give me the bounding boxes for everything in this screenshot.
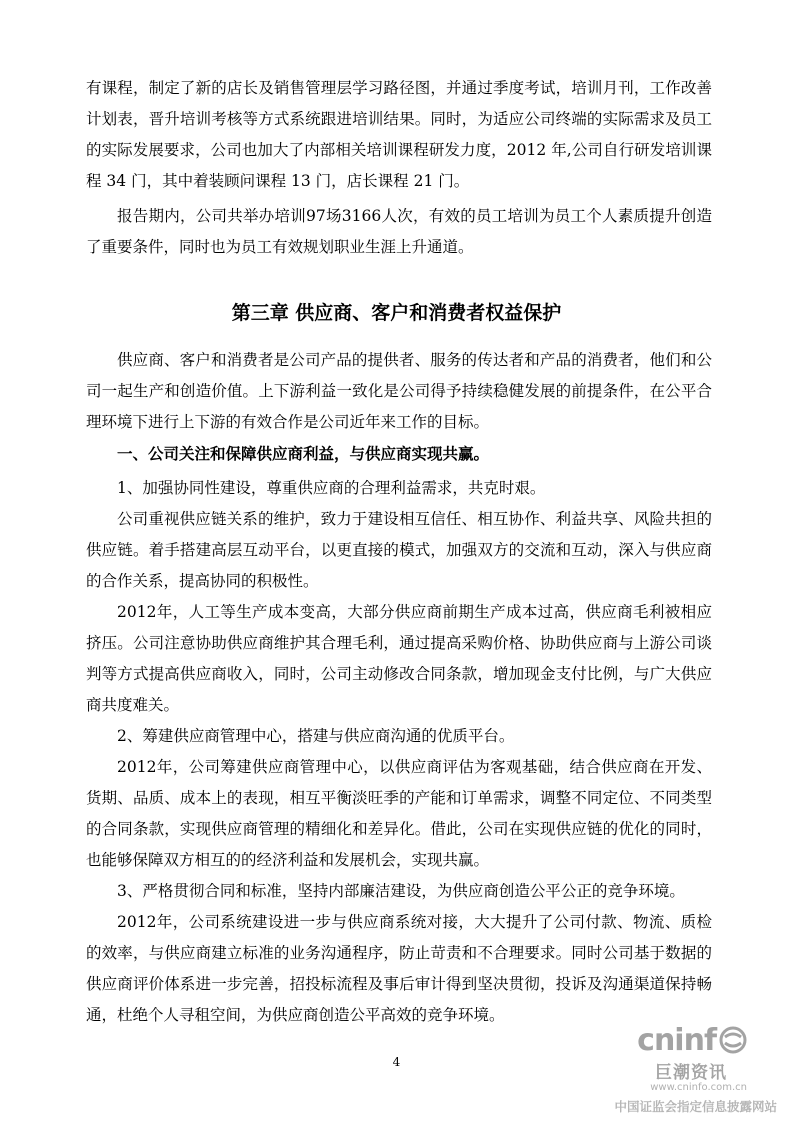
subheading-collaboration: 1、加强协同性建设，尊重供应商的合理利益需求，共克时艰。 <box>117 479 546 497</box>
watermark-cn-name: 巨潮资讯 <box>655 1063 727 1083</box>
cninfo-swirl-icon <box>719 1026 747 1054</box>
paragraph-management-center: 2012年，公司筹建供应商管理中心，以供应商评估为客观基础，结合供应商在开发、货期、品质、成本上的表现，相互平衡淡旺季的产能和订单需求，调整不同定位、不同类型的合同条款，实现供应商管理的精细化和差异化。借此，公司在实现供应链的优化的同时，也能够保障双方相互的的经济利益和发展机会，实现共赢。 <box>86 758 712 869</box>
watermark-url: www.cninfo.com.cn <box>650 1082 747 1093</box>
paragraph-supply-chain: 公司重视供应链关系的维护，致力于建设相互信任、相互协作、利益共享、风险共担的供应链。着手搭建高层互动平台，以更直接的模式，加强双方的交流和互动，深入与供应商的合作关系，提高协同的积极性。 <box>86 510 712 590</box>
watermark-tagline: 中国证监会指定信息披露网站 <box>614 1099 777 1114</box>
subheading-contracts-integrity: 3、严格贯彻合同和标准，坚持内部廉洁建设，为供应商创造公平公正的竞争环境。 <box>117 882 685 900</box>
paragraph-supplier-intro: 供应商、客户和消费者是公司产品的提供者、服务的传达者和产品的消费者，他们和公司一起生产和创造价值。上下游利益一致化是公司得予持续稳健发展的前提条件，在公平合理环境下进行上下游的有效合作是公司近年来工作的目标。 <box>86 351 712 431</box>
watermark-logo <box>637 1022 747 1058</box>
paragraph-training-courses: 有课程，制定了新的店长及销售管理层学习路径图，并通过季度考试，培训月刊，工作改善计划表，晋升培训考核等方式系统跟进培训结果。同时，为适应公司终端的实际需求及员工的实际发展要求，公司也加大了内部相关培训课程研发力度，2012 年,公司自行研发培训课程 34 门，其中着装顾问课程 13 门，店长课程 21 门。 <box>86 79 712 190</box>
chapter-title: 第三章 供应商、客户和消费者权益保护 <box>231 302 562 324</box>
watermark-logo-text: cninf <box>637 1022 716 1058</box>
paragraph-cost-pressure: 2012年，人工等生产成本变高，大部分供应商前期生产成本过高，供应商毛利被相应挤压。公司注意协助供应商维护其合理毛利，通过提高采购价格、协助供应商与上游公司谈判等方式提高供应商收入，同时，公司主动修改合同条款，增加现金支付比例，与广大供应商共度难关。 <box>86 603 712 714</box>
subheading-management-center: 2、筹建供应商管理中心，搭建与供应商沟通的优质平台。 <box>117 727 515 745</box>
page-number: 4 <box>392 1055 401 1069</box>
paragraph-training-sessions: 报告期内，公司共举办培训97场3166人次，有效的员工培训为员工个人素质提升创造了重要条件，同时也为员工有效规划职业生涯上升通道。 <box>86 207 712 256</box>
section-heading-supplier-benefits: 一、公司关注和保障供应商利益，与供应商实现共赢。 <box>117 444 490 463</box>
cninfo-watermark <box>587 1022 777 1114</box>
paragraph-system-integration: 2012年，公司系统建设进一步与供应商系统对接，大大提升了公司付款、物流、质检的效率，与供应商建立标准的业务沟通程序，防止苛责和不合理要求。同时公司基于数据的供应商评价体系进一步完善，招投标流程及事后审计得到坚决贯彻，投诉及沟通渠道保持畅通，杜绝个人寻租空间，为供应商创造公平高效的竞争环境。 <box>86 913 712 1024</box>
